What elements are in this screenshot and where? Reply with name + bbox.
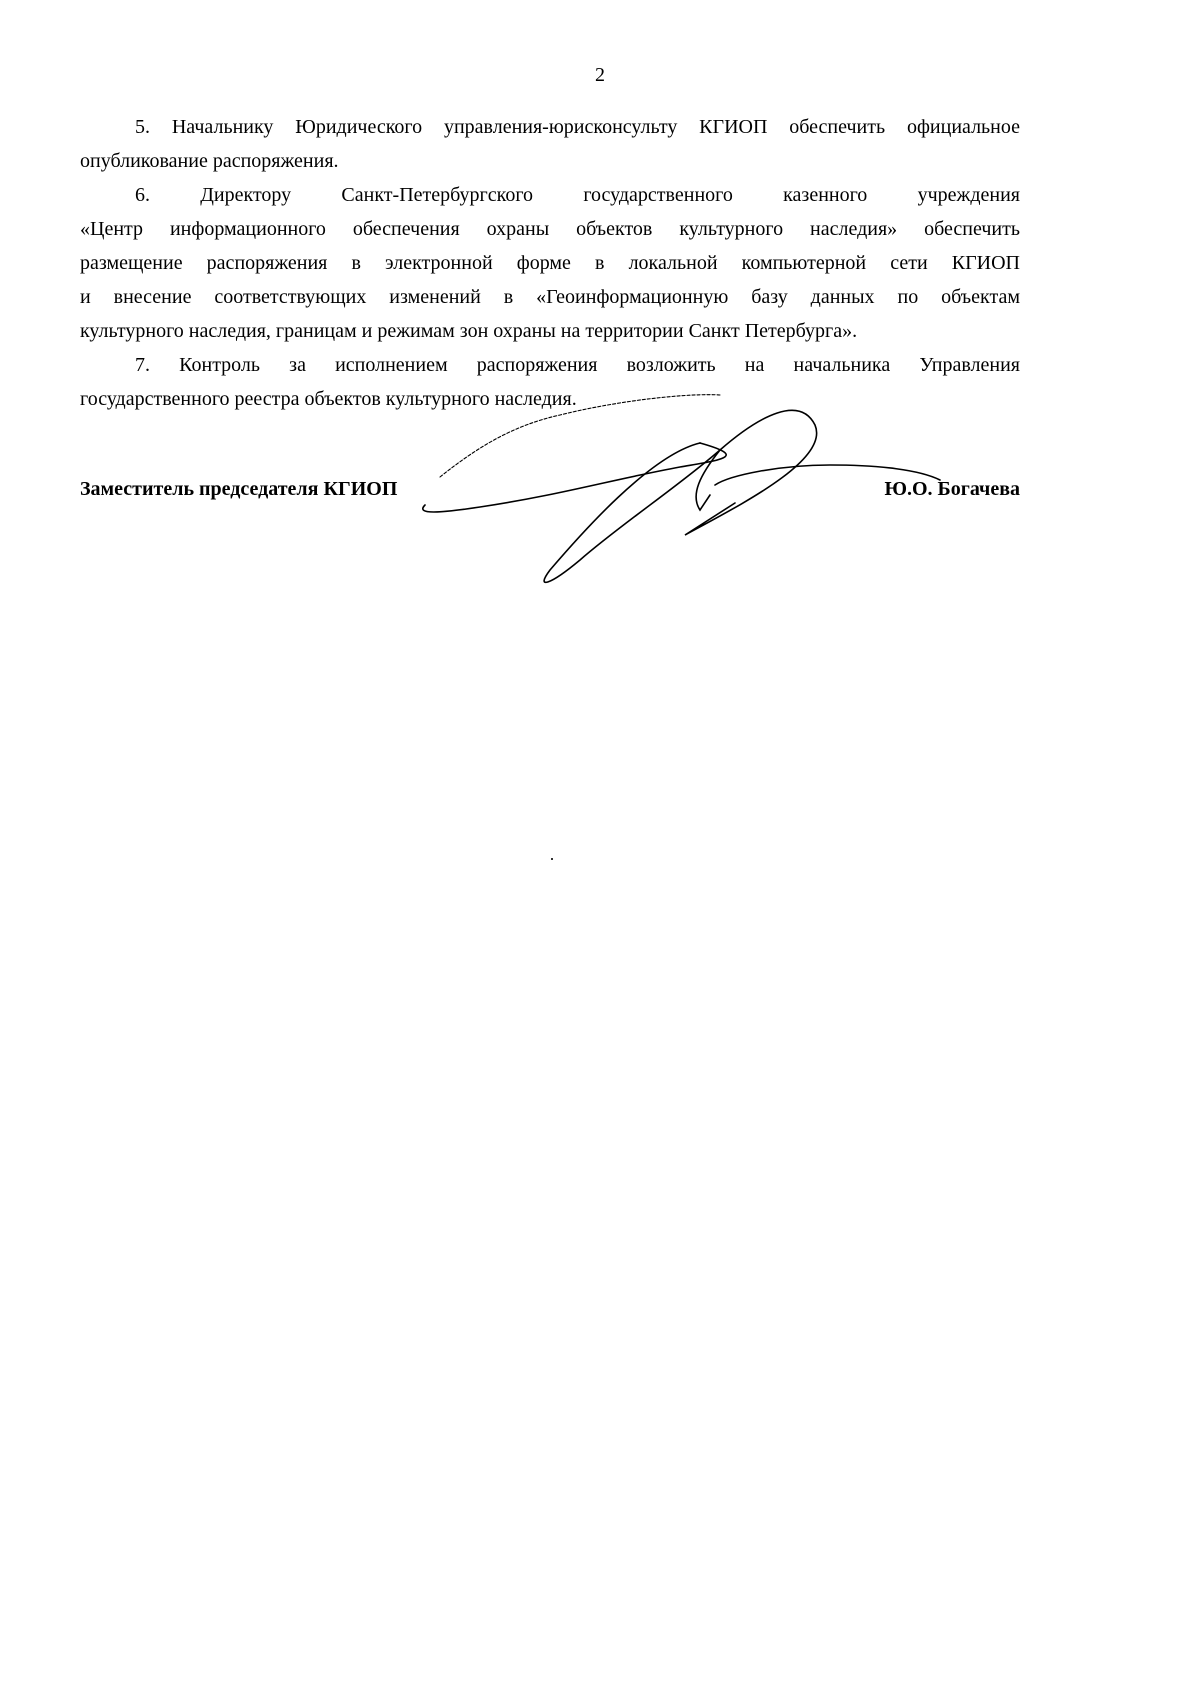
text-line: культурного наследия, границам и режимам зон охраны на территории Санкт Петербурга». — [80, 320, 858, 342]
text-line: «Центр информационного обеспечения охраны объектов культурного наследия» обеспечить — [80, 218, 1020, 240]
text-line: опубликование распоряжения. — [80, 150, 339, 172]
text-line: 7. Контроль за исполнением распоряжения возложить на начальника Управления — [135, 354, 1020, 376]
text-line: 5. Начальнику Юридического управления-юрисконсульту КГИОП обеспечить официальное — [135, 116, 1020, 138]
text-line: размещение распоряжения в электронной форме в локальной компьютерной сети КГИОП — [80, 252, 1020, 274]
scan-speck — [551, 858, 553, 860]
handwritten-signature — [420, 385, 960, 595]
text-line: 6. Директору Санкт-Петербургского государственного казенного учреждения — [135, 184, 1020, 206]
signatory-position: Заместитель председателя КГИОП — [80, 478, 398, 500]
paragraph-5 — [80, 110, 1020, 178]
text-line: государственного реестра объектов культурного наследия. — [80, 388, 577, 410]
text-line: и внесение соответствующих изменений в «Геоинформационную базу данных по объектам — [80, 286, 1020, 308]
page-number: 2 — [595, 64, 605, 86]
document-body — [80, 110, 1020, 416]
paragraph-6 — [80, 178, 1020, 348]
signatory-name: Ю.О. Богачева — [884, 478, 1020, 500]
